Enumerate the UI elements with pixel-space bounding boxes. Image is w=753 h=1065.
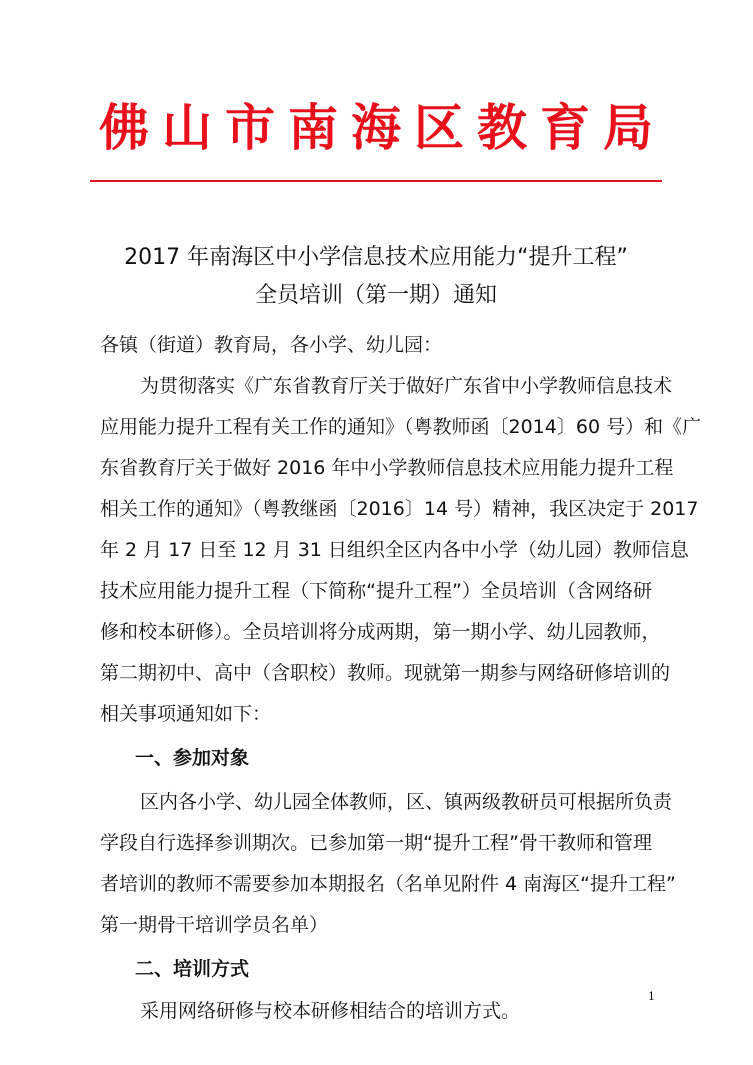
letterhead-char: 育: [540, 98, 590, 157]
body-line: 修和校本研修）。全员培训将分成两期，第一期小学、幼儿园教师，: [100, 621, 661, 643]
letterhead-divider: [90, 180, 662, 182]
page-number: 1: [648, 990, 655, 1003]
body-line: 东省教育厅关于做好 2016 年中小学教师信息技术应用能力提升工程: [100, 457, 674, 479]
letterhead-char: 南: [288, 98, 338, 157]
letterhead-char: 海: [351, 98, 401, 157]
body-line: 第二期初中、高中（含职校）教师。现就第一期参与网络研修培训的: [100, 662, 671, 684]
body-line: 为贯彻落实《广东省教育厅关于做好广东省中小学教师信息技术: [140, 375, 673, 397]
letterhead-char: 佛: [99, 98, 149, 157]
letterhead-title: [96, 96, 656, 160]
section-line: 学段自行选择参训期次。已参加第一期“提升工程”骨干教师和管理: [100, 832, 652, 854]
body-line: 相关工作的通知》（粤教继函〔2016〕14 号）精神，我区决定于 2017: [100, 498, 699, 520]
letterhead-char: 山: [162, 98, 212, 157]
document-title-line-1: 2017 年南海区中小学信息技术应用能力“提升工程”: [124, 245, 628, 270]
letterhead-char: 市: [225, 98, 275, 157]
body-line: 相关事项通知如下：: [100, 703, 272, 725]
section-line: 第一期骨干培训学员名单）: [100, 914, 329, 936]
document-title-line-2: 全员培训（第一期）通知: [254, 283, 497, 308]
letterhead-char: 区: [414, 98, 464, 157]
salutation: 各镇（街道）教育局，各小学、幼儿园：: [100, 334, 443, 356]
section-line: 区内各小学、幼儿园全体教师，区、镇两级教研员可根据所负责: [140, 791, 673, 813]
letterhead-char: 局: [603, 98, 653, 157]
body-line: 年 2 月 17 日至 12 月 31 日组织全区内各中小学（幼儿园）教师信息: [100, 539, 689, 561]
section-heading-participants: 一、参加对象: [135, 747, 250, 769]
letterhead-char: 教: [477, 98, 527, 157]
section-heading-method: 二、培训方式: [135, 958, 250, 980]
section-line: 者培训的教师不需要参加本期报名（名单见附件 4 南海区“提升工程”: [100, 873, 676, 895]
body-line: 技术应用能力提升工程（下简称“提升工程”）全员培训（含网络研: [100, 580, 652, 602]
body-line: 应用能力提升工程有关工作的通知》（粤教师函〔2014〕60 号）和《广: [100, 416, 702, 438]
section-line: 采用网络研修与校本研修相结合的培训方式。: [140, 1000, 521, 1022]
